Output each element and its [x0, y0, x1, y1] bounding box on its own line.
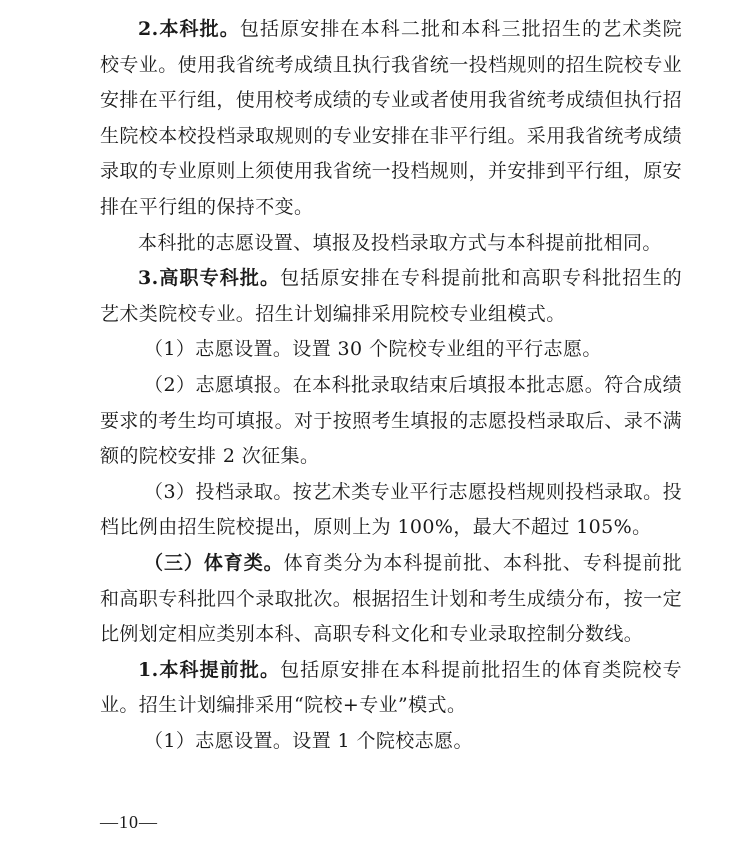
- heading-sports-category: （三）体育类。: [144, 551, 284, 574]
- paragraph-vocational-batch: [100, 261, 682, 332]
- heading-vocational-batch: 3.高职专科批。: [138, 267, 281, 290]
- paragraph-sports-early-batch: [100, 653, 682, 724]
- paragraph-vocational-admission: [100, 475, 682, 546]
- paragraph-text: 包括原安排在本科提前批招生的体育类院校专业。招生计划编排采用“院校+专业”模式。: [100, 658, 682, 717]
- paragraph-text: （1）志愿设置。设置 30 个院校专业组的平行志愿。: [144, 338, 602, 361]
- paragraph-undergrad-batch: [100, 12, 682, 226]
- heading-undergrad-batch: 2.本科批。: [138, 18, 240, 40]
- paragraph-sports-setup: [100, 724, 682, 760]
- paragraph-text: 本科批的志愿设置、填报及投档录取方式与本科提前批相同。: [138, 231, 662, 254]
- paragraph-text: 包括原安排在专科提前批和高职专科批招生的艺术类院校专业。招生计划编排采用院校专业组模式。: [100, 267, 682, 325]
- paragraph-text: 体育类分为本科提前批、本科批、专科提前批和高职专科批四个录取批次。根据招生计划和考生成绩分布，按一定比例划定相应类别本科、高职专科文化和专业录取控制分数线。: [100, 551, 683, 646]
- page-number: —10—: [100, 812, 158, 832]
- paragraph-text: （1）志愿设置。设置 1 个院校志愿。: [144, 729, 473, 752]
- paragraph-sports-category: [100, 546, 682, 653]
- heading-sports-early-batch: 1.本科提前批。: [138, 658, 281, 681]
- paragraph-undergrad-batch-note: [100, 226, 682, 262]
- document-body: [100, 12, 682, 759]
- paragraph-text: （3）投档录取。按艺术类专业平行志愿投档规则投档录取。投档比例由招生院校提出，原则上为 100%，最大不超过 105%。: [100, 480, 682, 539]
- paragraph-text: 包括原安排在本科二批和本科三批招生的艺术类院校专业。使用我省统考成绩且执行我省统一投档规则的招生院校专业安排在平行组，使用校考成绩的专业或者使用我省统考成绩但执行招生院校本校投档录取规则的专业安排在非平行组。采用我省统考成绩录取的专业原则上须使用我省统一投档规则，并安排到平行组，原安排在平行组的保持不变。: [100, 18, 683, 218]
- paragraph-vocational-filling: [100, 368, 682, 475]
- paragraph-vocational-setup: [100, 332, 682, 368]
- paragraph-text: （2）志愿填报。在本科批录取结束后填报本批志愿。符合成绩要求的考生均可填报。对于按照考生填报的志愿投档录取后、录不满额的院校安排 2 次征集。: [100, 373, 683, 468]
